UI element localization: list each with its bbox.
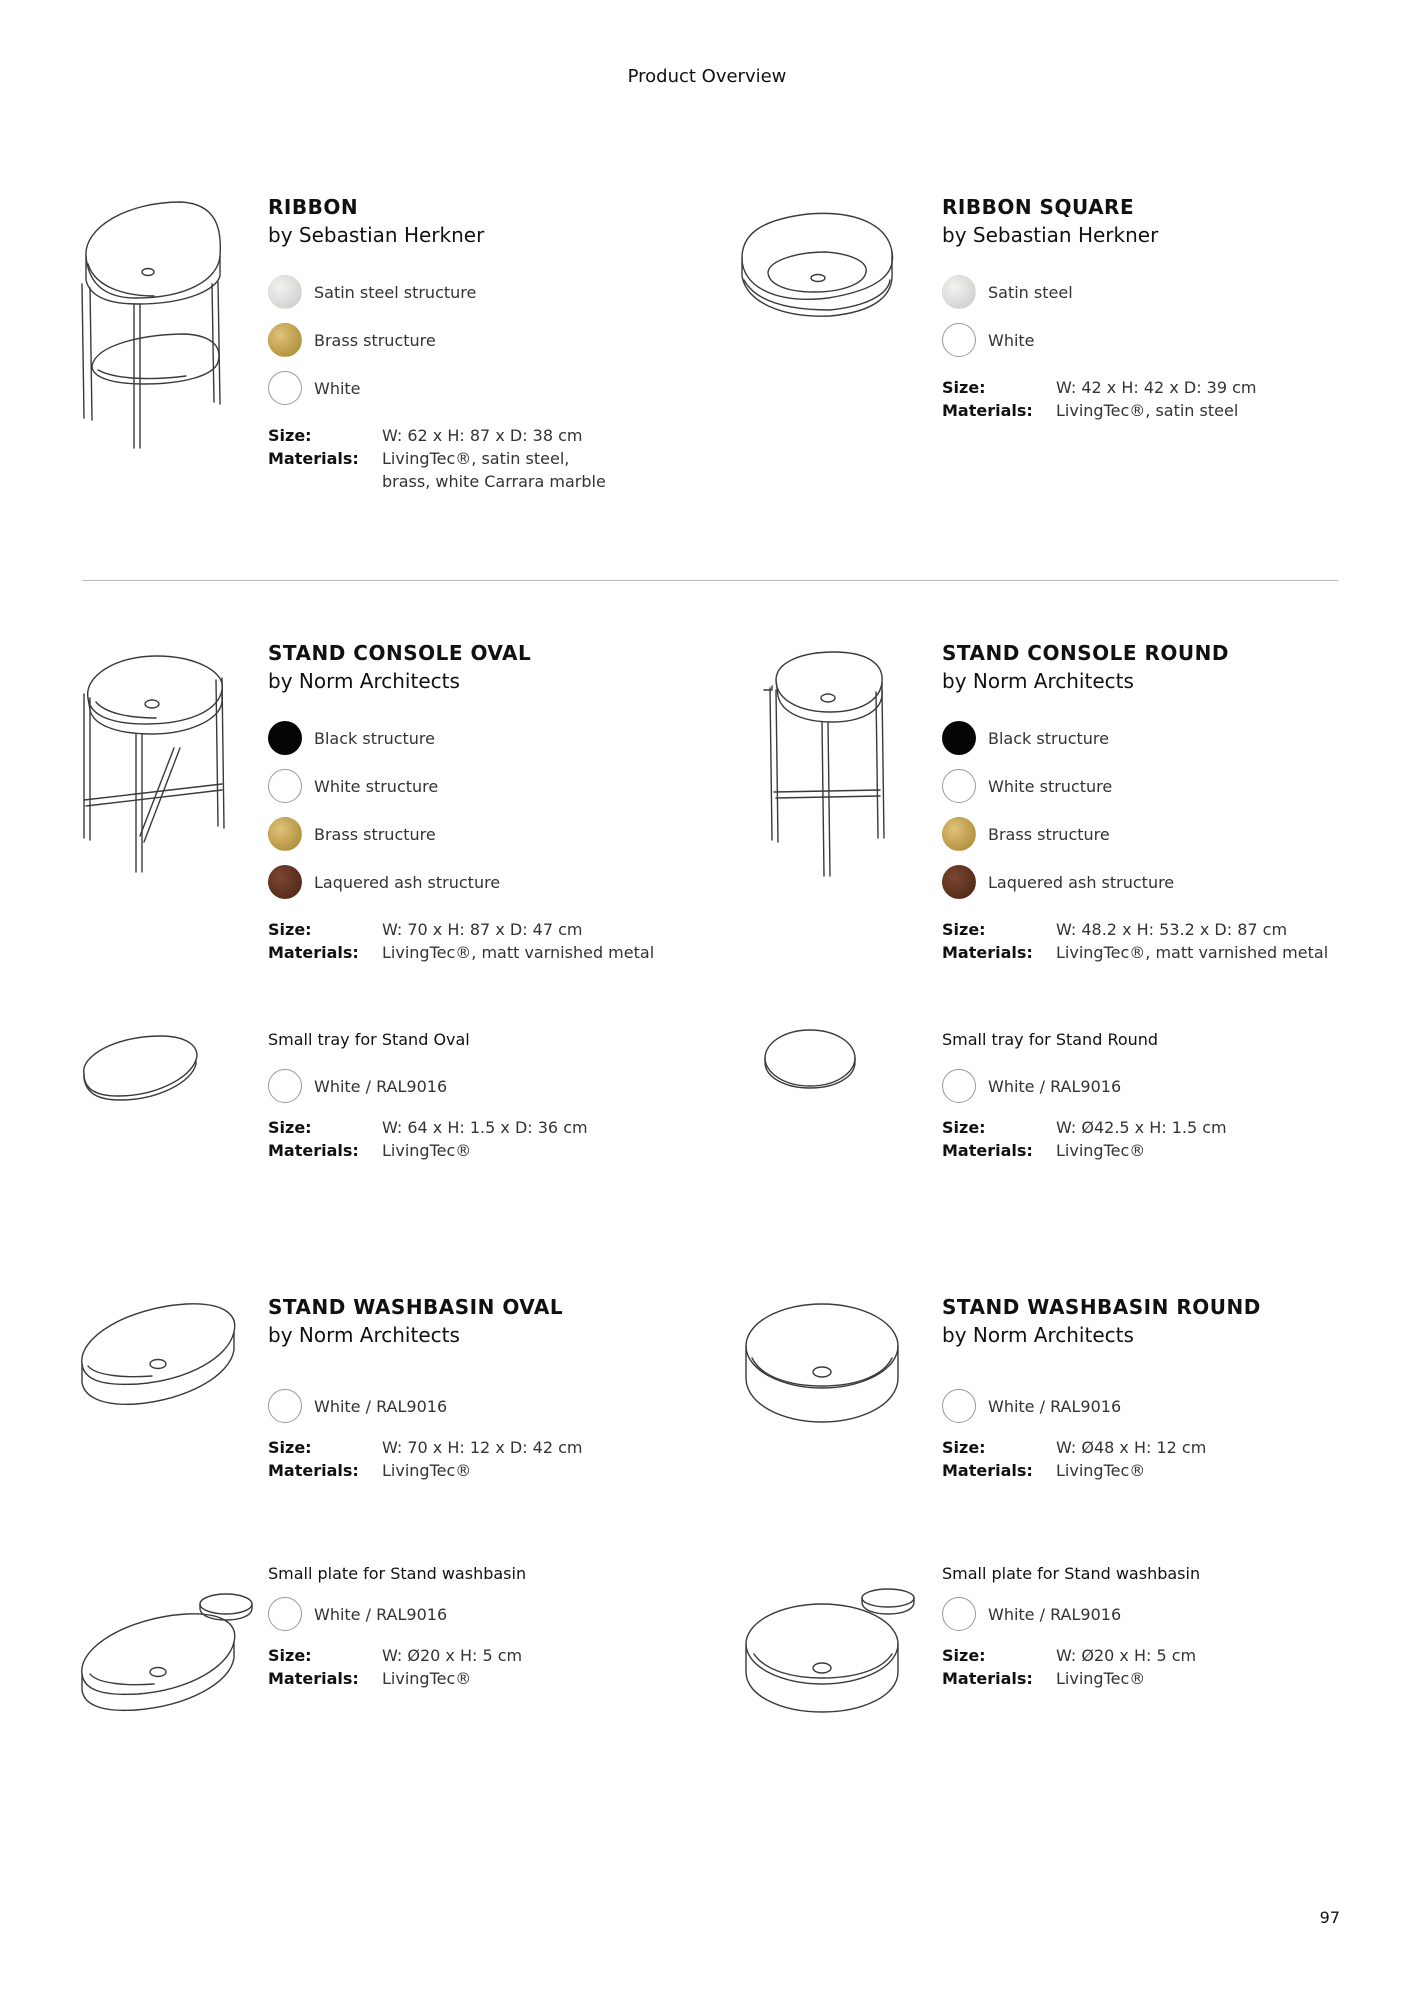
page-title: Product Overview — [627, 66, 787, 87]
product-designer: by Sebastian Herkner — [942, 223, 1159, 247]
finish-label: Brass structure — [314, 824, 436, 844]
accessory-title: Small tray for Stand Round — [942, 1030, 1159, 1049]
swatch-black — [942, 721, 976, 755]
swatch-satin-steel — [268, 275, 302, 309]
product-name: STAND WASHBASIN ROUND — [942, 1295, 1261, 1319]
finish-label: White — [314, 378, 361, 398]
swatch-white — [942, 1389, 976, 1423]
finish-option — [268, 370, 688, 406]
materials-label: Materials: — [942, 1141, 1033, 1160]
materials-label: Materials: — [942, 401, 1033, 420]
finish-label: Black structure — [314, 728, 435, 748]
finish-option — [942, 322, 1362, 358]
stand-console-oval-illustration — [76, 650, 236, 880]
ribbon-illustration — [76, 198, 236, 458]
materials-value: LivingTec® — [1056, 1461, 1146, 1480]
materials-value: LivingTec®, matt varnished metal — [1056, 943, 1329, 962]
product-designer: by Norm Architects — [268, 669, 460, 693]
size-label: Size: — [268, 426, 312, 445]
finish-option — [942, 1596, 1362, 1632]
product-stand-console-round — [942, 640, 1362, 964]
size-value: W: Ø48 x H: 12 cm — [1056, 1438, 1207, 1457]
materials-label: Materials: — [268, 1461, 359, 1480]
finish-label: White / RAL9016 — [988, 1396, 1122, 1416]
product-stand-console-oval — [268, 640, 688, 964]
size-label: Size: — [268, 1646, 312, 1665]
finish-option — [268, 816, 688, 852]
finish-option — [268, 1068, 688, 1104]
swatch-white — [268, 1069, 302, 1103]
size-value: W: 48.2 x H: 53.2 x D: 87 cm — [1056, 920, 1288, 939]
size-label: Size: — [942, 920, 986, 939]
product-tray-oval — [268, 1030, 688, 1162]
swatch-white — [942, 1597, 976, 1631]
materials-value: LivingTec® — [1056, 1141, 1146, 1160]
materials-value: LivingTec®, satin steel — [1056, 401, 1239, 420]
size-label: Size: — [268, 1118, 312, 1137]
tray-oval-illustration — [76, 1030, 206, 1110]
materials-value: LivingTec® — [382, 1461, 472, 1480]
finish-option — [268, 1596, 688, 1632]
finish-label: White structure — [988, 776, 1113, 796]
finish-option — [268, 768, 688, 804]
accessory-title: Small tray for Stand Oval — [268, 1030, 470, 1049]
size-label: Size: — [268, 920, 312, 939]
size-label: Size: — [942, 1438, 986, 1457]
ribbon-square-illustration — [738, 206, 898, 336]
materials-label: Materials: — [942, 943, 1033, 962]
finish-label: Brass structure — [314, 330, 436, 350]
finish-option — [942, 720, 1362, 756]
swatch-brass — [942, 817, 976, 851]
finish-option — [942, 274, 1362, 310]
size-value: W: Ø20 x H: 5 cm — [1056, 1646, 1197, 1665]
product-name: STAND CONSOLE OVAL — [268, 641, 532, 665]
size-value: W: Ø42.5 x H: 1.5 cm — [1056, 1118, 1227, 1137]
finish-option — [268, 322, 688, 358]
size-value: W: 42 x H: 42 x D: 39 cm — [1056, 378, 1257, 397]
product-ribbon-square — [942, 194, 1362, 422]
materials-label: Materials: — [268, 943, 359, 962]
section-divider — [82, 580, 1338, 581]
product-designer: by Sebastian Herkner — [268, 223, 485, 247]
swatch-black — [268, 721, 302, 755]
plate-round-illustration — [742, 1588, 922, 1718]
swatch-white — [942, 323, 976, 357]
finish-label: Laquered ash structure — [314, 872, 501, 892]
stand-console-round-illustration — [760, 650, 900, 880]
finish-option — [942, 864, 1362, 900]
product-name: RIBBON SQUARE — [942, 195, 1135, 219]
product-stand-washbasin-oval — [268, 1294, 688, 1482]
swatch-laquered-ash — [268, 865, 302, 899]
materials-label: Materials: — [268, 1669, 359, 1688]
materials-value: LivingTec® — [382, 1141, 472, 1160]
finish-option — [942, 768, 1362, 804]
page-number: 97 — [1319, 1908, 1340, 1927]
finish-label: White / RAL9016 — [988, 1076, 1122, 1096]
size-label: Size: — [268, 1438, 312, 1457]
stand-washbasin-round-illustration — [742, 1300, 902, 1430]
finish-option — [942, 816, 1362, 852]
size-value: W: Ø20 x H: 5 cm — [382, 1646, 523, 1665]
product-designer: by Norm Architects — [942, 1323, 1134, 1347]
product-name: STAND WASHBASIN OVAL — [268, 1295, 564, 1319]
swatch-white — [942, 1069, 976, 1103]
accessory-title: Small plate for Stand washbasin — [942, 1564, 1201, 1583]
materials-label: Materials: — [268, 1141, 359, 1160]
product-designer: by Norm Architects — [268, 1323, 460, 1347]
stand-washbasin-oval-illustration — [76, 1296, 241, 1416]
finish-option — [268, 1388, 688, 1424]
finish-label: White / RAL9016 — [988, 1604, 1122, 1624]
finish-label: White / RAL9016 — [314, 1604, 448, 1624]
product-name: RIBBON — [268, 195, 359, 219]
swatch-brass — [268, 323, 302, 357]
finish-label: Brass structure — [988, 824, 1110, 844]
finish-option — [942, 1068, 1362, 1104]
swatch-white — [268, 1597, 302, 1631]
materials-label: Materials: — [942, 1669, 1033, 1688]
materials-value: LivingTec® — [1056, 1669, 1146, 1688]
swatch-laquered-ash — [942, 865, 976, 899]
tray-round-illustration — [760, 1026, 860, 1096]
finish-label: White / RAL9016 — [314, 1076, 448, 1096]
materials-value: LivingTec®, matt varnished metal — [382, 943, 655, 962]
materials-label: Materials: — [268, 449, 359, 468]
product-ribbon — [268, 194, 688, 493]
finish-label: Laquered ash structure — [988, 872, 1175, 892]
size-value: W: 70 x H: 87 x D: 47 cm — [382, 920, 583, 939]
swatch-white — [942, 769, 976, 803]
size-value: W: 62 x H: 87 x D: 38 cm — [382, 426, 583, 445]
size-label: Size: — [942, 1118, 986, 1137]
product-plate-round — [942, 1564, 1362, 1690]
plate-oval-illustration — [76, 1588, 256, 1718]
product-name: STAND CONSOLE ROUND — [942, 641, 1229, 665]
swatch-white — [268, 769, 302, 803]
size-value: W: 64 x H: 1.5 x D: 36 cm — [382, 1118, 588, 1137]
finish-option — [268, 274, 688, 310]
swatch-satin-steel — [942, 275, 976, 309]
finish-option — [268, 864, 688, 900]
materials-label: Materials: — [942, 1461, 1033, 1480]
product-designer: by Norm Architects — [942, 669, 1134, 693]
finish-label: Satin steel structure — [314, 282, 477, 302]
finish-label: Black structure — [988, 728, 1109, 748]
accessory-title: Small plate for Stand washbasin — [268, 1564, 527, 1583]
size-label: Size: — [942, 378, 986, 397]
swatch-white — [268, 1389, 302, 1423]
finish-label: Satin steel — [988, 282, 1073, 302]
materials-value: LivingTec®, satin steel, brass, white Carrara marble — [382, 449, 606, 491]
swatch-brass — [268, 817, 302, 851]
finish-option — [268, 720, 688, 756]
finish-label: White / RAL9016 — [314, 1396, 448, 1416]
finish-label: White — [988, 330, 1035, 350]
size-label: Size: — [942, 1646, 986, 1665]
product-stand-washbasin-round — [942, 1294, 1362, 1482]
product-plate-oval — [268, 1564, 688, 1690]
materials-value: LivingTec® — [382, 1669, 472, 1688]
product-tray-round — [942, 1030, 1362, 1162]
finish-option — [942, 1388, 1362, 1424]
finish-label: White structure — [314, 776, 439, 796]
size-value: W: 70 x H: 12 x D: 42 cm — [382, 1438, 583, 1457]
swatch-white — [268, 371, 302, 405]
